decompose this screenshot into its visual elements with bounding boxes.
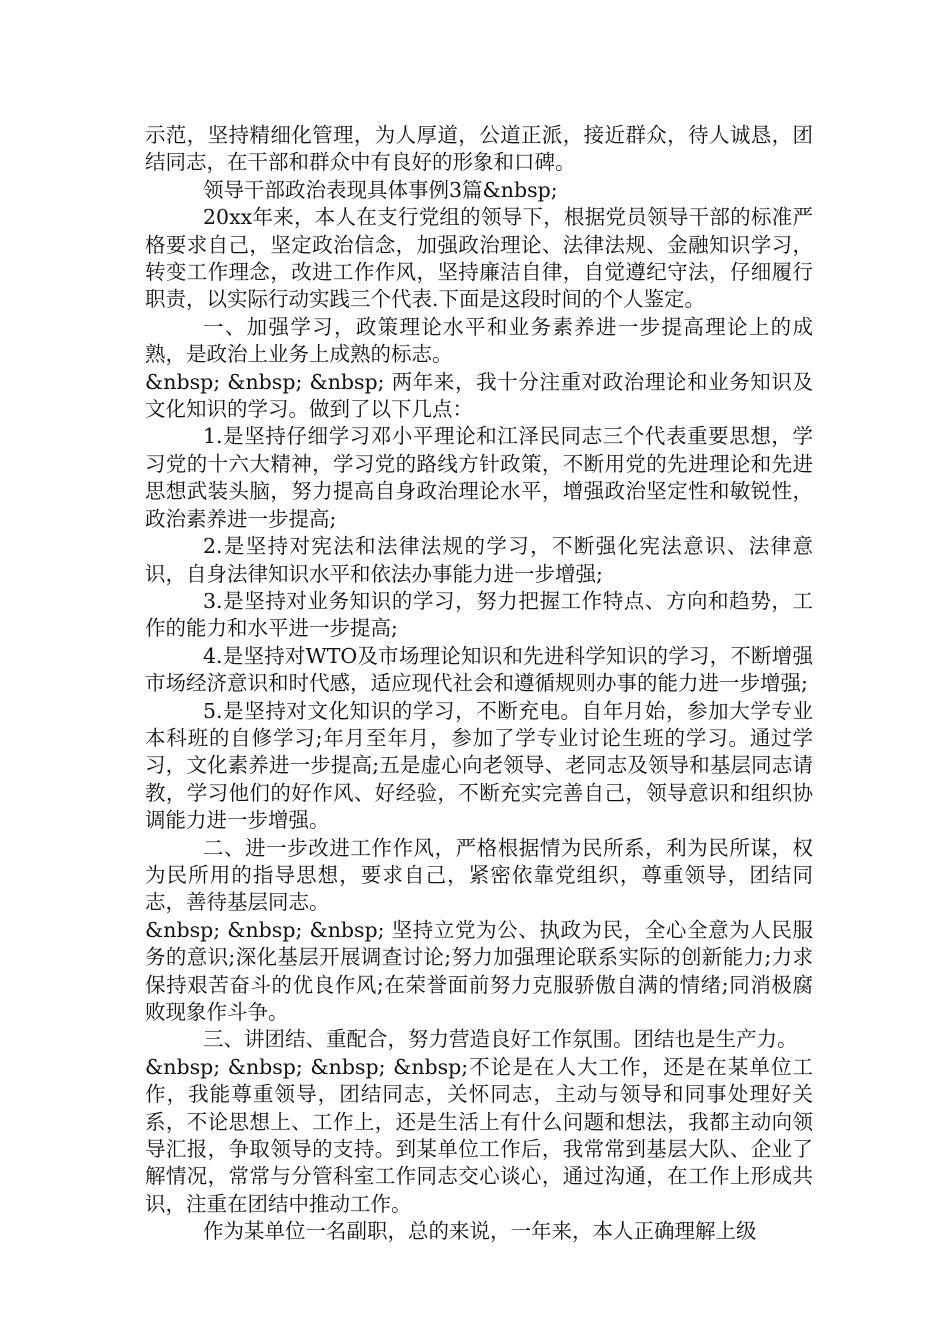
paragraph-section-2: &nbsp; &nbsp; &nbsp; 坚持立党为公、执政为民，全心全意为人民服务的意识;深化基层开展调查讨论;努力加强理论联系实际的创新能力;力求保持艰苦奋斗的优良作风;在荣誉面前努力克服骄傲自满的情绪;同消极腐败现象作斗争。 (145, 917, 813, 1024)
paragraph-continuation: 示范，坚持精细化管理，为人厚道，公道正派，接近群众，待人诚恳，团结同志，在干部和群众中有良好的形象和口碑。 (145, 123, 813, 175)
section-heading-1: 一、加强学习，政策理论水平和业务素养进一步提高理论上的成熟，是政治上业务上成熟的标志。 (145, 314, 813, 367)
list-item-1: 1.是坚持仔细学习邓小平理论和江泽民同志三个代表重要思想，学习党的十六大精神，学习党的路线方针政策，不断用党的先进理论和先进思想武装头脑，努力提高自身政治理论水平，增强政治坚定性和敏锐性，政治素养进一步提高; (145, 424, 813, 531)
list-item-2: 2.是坚持对宪法和法律法规的学习，不断强化宪法意识、法律意识，自身法律知识水平和依法办事能力进一步增强; (145, 534, 813, 586)
paragraph-section-3: &nbsp; &nbsp; &nbsp; &nbsp;不论是在人大工作，还是在某单位工作，我能尊重领导，团结同志，关怀同志，主动与领导和同事处理好关系，不论思想上、工作上，还是生活上有什么问题和想法，我都主动向领导汇报，争取领导的支持。到某单位工作后，我常常到基层大队、企业了解情况，常常与分管科室工作同志交心谈心，通过沟通，在工作上形成共识，注重在团结中推动工作。 (145, 1054, 813, 1216)
list-item-5: 5.是坚持对文化知识的学习，不断充电。自年月始，参加大学专业本科班的自修学习;年月至年月，参加了学专业讨论生班的学习。通过学习，文化素养进一步提高;五是虚心向老领导、老同志及领导和基层同志请教，学习他们的好作风、好经验，不断充实完善自己，领导意识和组织协调能力进一步增强。 (145, 698, 813, 833)
article-title: 领导干部政治表现具体事例3篇&nbsp; (203, 177, 558, 202)
document-page (145, 122, 813, 1246)
paragraph-intro: 20xx年来，本人在支行党组的领导下，根据党员领导干部的标准严格要求自己，坚定政治信念，加强政治理论、法律法规、金融知识学习，转变工作理念，改进工作作风，坚持廉洁自律，自觉遵纪守法，仔细履行职责，以实际行动实践三个代表.下面是这段时间的个人鉴定。 (145, 205, 813, 312)
list-item-4: 4.是坚持对WTO及市场理论知识和先进科学知识的学习，不断增强市场经济意识和时代感，适应现代社会和遵循规则办事的能力进一步增强; (145, 643, 813, 696)
paragraph-closing: 作为某单位一名副职，总的来说，一年来，本人正确理解上级 (203, 1219, 757, 1244)
section-heading-2: 二、进一步改进工作作风，严格根据情为民所系，利为民所谋，权为民所用的指导思想，要求自己，紧密依靠党组织，尊重领导，团结同志，善待基层同志。 (145, 835, 813, 915)
paragraph-section-1-intro: &nbsp; &nbsp; &nbsp; 两年来，我十分注重对政治理论和业务知识及文化知识的学习。做到了以下几点： (145, 369, 813, 422)
section-heading-3: 三、讲团结、重配合，努力营造良好工作氛围。团结也是生产力。 (203, 1027, 798, 1052)
list-item-3: 3.是坚持对业务知识的学习，努力把握工作特点、方向和趋势，工作的能力和水平进一步提高; (145, 588, 813, 641)
